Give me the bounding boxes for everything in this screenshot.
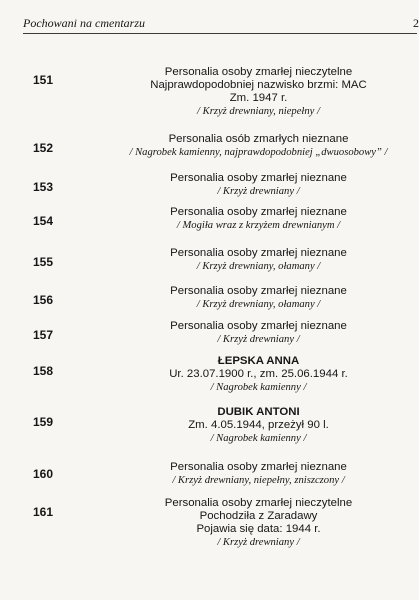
grave-marker-description: / Krzyż drewniany /	[217, 537, 300, 548]
grave-marker-description: / Krzyż drewniany, niepełny /	[197, 106, 320, 117]
description-line: Personalia osoby zmarłej nieczytelne	[164, 497, 353, 509]
header-rule	[23, 33, 417, 34]
grave-description	[120, 172, 397, 198]
grave-description	[120, 355, 397, 394]
description-line: Pojawia się data: 1944 r.	[196, 523, 321, 535]
description-line: Ur. 23.07.1900 r., zm. 25.06.1944 r.	[169, 368, 348, 380]
description-line: Zm. 4.05.1944, przeżył 90 l.	[188, 419, 329, 431]
grave-description	[120, 285, 397, 311]
running-header	[23, 16, 417, 38]
description-line: Personalia osoby zmarłej nieczytelne	[164, 66, 353, 78]
grave-number: 161	[33, 505, 54, 519]
description-line: Personalia osoby zmarłej nieznane	[170, 461, 347, 473]
grave-number: 158	[33, 364, 54, 378]
grave-marker-description: / Krzyż drewniany, ołamany /	[196, 261, 321, 272]
deceased-name: ŁEPSKA ANNA	[217, 355, 300, 367]
grave-description	[120, 461, 397, 487]
grave-marker-description: / Krzyż drewniany /	[217, 186, 300, 197]
grave-description	[120, 66, 397, 118]
description-line: Personalia osoby zmarłej nieznane	[170, 285, 347, 297]
grave-marker-description: / Mogiła wraz z krzyżem drewnianym /	[176, 220, 341, 231]
description-line: Personalia osób zmarłych nieznane	[168, 133, 349, 145]
grave-number: 154	[33, 214, 54, 228]
page-number: 2	[413, 16, 419, 30]
grave-number: 157	[33, 328, 54, 342]
grave-number: 153	[33, 180, 54, 194]
grave-number: 159	[33, 415, 54, 429]
description-line: Najprawdopodobniej nazwisko brzmi: MAC	[150, 79, 367, 91]
grave-number: 151	[33, 73, 54, 87]
grave-description	[120, 133, 397, 159]
grave-number: 155	[33, 255, 54, 269]
grave-number: 152	[33, 141, 54, 155]
grave-marker-description: / Krzyż drewniany, ołamany /	[196, 299, 321, 310]
description-line: Personalia osoby zmarłej nieznane	[170, 320, 347, 332]
running-header-title: Pochowani na cmentarzu	[23, 16, 145, 30]
grave-description	[120, 320, 397, 346]
grave-description	[120, 247, 397, 273]
grave-description	[120, 206, 397, 232]
grave-number: 160	[33, 467, 54, 481]
description-line: Personalia osoby zmarłej nieznane	[170, 247, 347, 259]
grave-marker-description: / Nagrobek kamienny, najprawdopodobniej „dwuosobowy” /	[129, 147, 388, 158]
grave-marker-description: / Krzyż drewniany /	[217, 334, 300, 345]
description-line: Pochodziła z Zaradawy	[199, 510, 318, 522]
grave-marker-description: / Krzyż drewniany, niepełny, zniszczony /	[172, 475, 345, 486]
grave-marker-description: / Nagrobek kamienny /	[210, 382, 307, 393]
grave-description	[120, 497, 397, 549]
deceased-name: DUBIK ANTONI	[217, 406, 300, 418]
grave-marker-description: / Nagrobek kamienny /	[210, 433, 307, 444]
description-line: Personalia osoby zmarłej nieznane	[170, 172, 347, 184]
grave-number: 156	[33, 293, 54, 307]
description-line: Zm. 1947 r.	[229, 92, 288, 104]
description-line: Personalia osoby zmarłej nieznane	[170, 206, 347, 218]
grave-description	[120, 406, 397, 445]
